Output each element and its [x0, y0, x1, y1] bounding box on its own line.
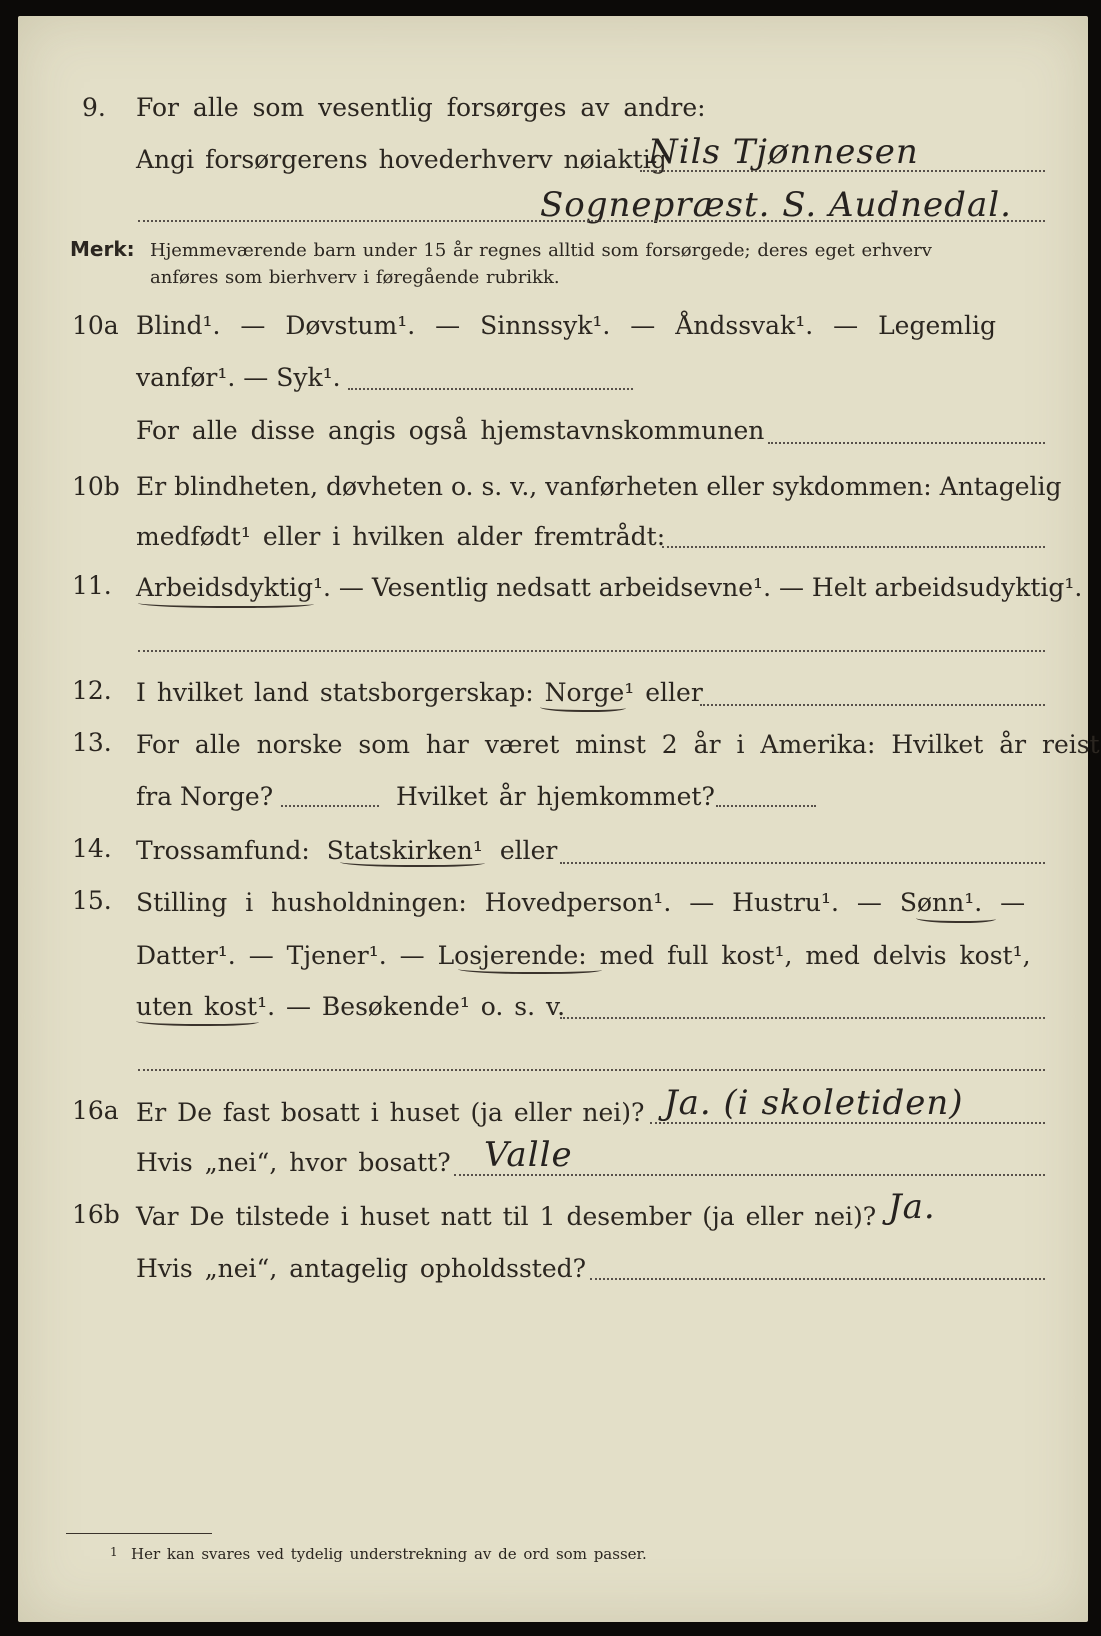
q14-dotted-line	[560, 862, 1045, 864]
q9-line2: Angi forsørgerens hovederhverv nøiaktig	[136, 145, 667, 174]
q12-norge-underline	[540, 702, 626, 712]
merk-label: Merk:	[70, 237, 135, 261]
q9-handwritten-answer1: Nils Tjønnesen	[648, 132, 919, 172]
q11-arbeidsdyktig-underline	[138, 598, 314, 608]
q15-line1: Stilling i husholdningen: Hovedperson¹. — Hustru¹. — Sønn¹. —	[136, 888, 1026, 917]
q13-number: 13.	[72, 728, 112, 757]
merk-line1: Hjemmeværende barn under 15 år regnes alltid som forsørgede; deres eget erhverv	[150, 240, 932, 261]
q9-handwritten-answer2: Sognepræst. S. Audnedal.	[540, 185, 1012, 225]
q10a-line3: For alle disse angis også hjemstavnskommunen	[136, 416, 765, 445]
q11-dotted-line	[138, 650, 1045, 652]
q12-dotted-line	[700, 704, 1045, 706]
q15-line3-dotted-line	[560, 1017, 1045, 1019]
q13-line2a: fra Norge?	[136, 782, 274, 811]
q16a-line2: Hvis „nei“, hvor bosatt?	[136, 1148, 451, 1177]
q10a-line1: Blind¹. — Døvstum¹. — Sinnssyk¹. — Åndssvak¹. — Legemlig	[136, 311, 996, 340]
q15-line2: Datter¹. — Tjener¹. — Losjerende: med full kost¹, med delvis kost¹,	[136, 941, 1031, 970]
q15-uten-kost-underline	[136, 1016, 259, 1026]
footnote-text: Her kan svares ved tydelig understrekning av de ord som passer.	[131, 1545, 647, 1563]
q15-sonn-underline	[916, 913, 996, 923]
q14-line1: Trossamfund: Statskirken¹ eller	[136, 836, 558, 865]
q10a-number: 10a	[72, 311, 119, 340]
footnote-rule	[66, 1533, 212, 1534]
q9-answer1-dotted-line	[640, 170, 1045, 172]
q9-line1: For alle som vesentlig forsørges av andre:	[136, 93, 706, 122]
q16a-handwritten-answer1: Ja. (i skoletiden)	[664, 1083, 964, 1123]
q11-number: 11.	[72, 571, 112, 600]
q11-line1: Arbeidsdyktig¹. — Vesentlig nedsatt arbeidsevne¹. — Helt arbeidsudyktig¹.	[136, 573, 1083, 602]
q16b-number: 16b	[72, 1200, 120, 1229]
q13-line2b: Hvilket år hjemkommet?	[396, 782, 715, 811]
q14-number: 14.	[72, 834, 112, 863]
q15-extra-dotted-line	[138, 1069, 1045, 1071]
merk-line2: anføres som bierhverv i føregående rubrikk.	[150, 267, 560, 288]
q16a-number: 16a	[72, 1096, 119, 1125]
q16a-line2-dotted-line	[454, 1174, 1045, 1176]
q10a-line2-dotted-line	[348, 388, 633, 390]
q10a-line2: vanfør¹. — Syk¹.	[136, 363, 341, 392]
q9-answer2-dotted-line	[138, 220, 1045, 222]
q16a-line1: Er De fast bosatt i huset (ja eller nei)?	[136, 1098, 645, 1127]
q10b-line2-dotted-line	[662, 546, 1045, 548]
q10b-number: 10b	[72, 472, 120, 501]
q10b-line1: Er blindheten, døvheten o. s. v., vanførheten eller sykdommen: Antagelig	[136, 472, 1062, 501]
q16b-line2: Hvis „nei“, antagelig opholdssted?	[136, 1254, 587, 1283]
q9-number: 9.	[82, 93, 106, 122]
q15-line3: uten kost¹. — Besøkende¹ o. s. v.	[136, 992, 566, 1021]
q16a-handwritten-answer2: Valle	[484, 1135, 573, 1175]
q15-number: 15.	[72, 886, 112, 915]
footnote-marker: 1	[110, 1545, 118, 1559]
q12-line1: I hvilket land statsborgerskap: Norge¹ eller	[136, 678, 703, 707]
q10a-line3-dotted-line	[768, 442, 1045, 444]
q16a-line1-dotted-line	[650, 1122, 1045, 1124]
q13-line2a-dotted-line	[281, 805, 379, 807]
q12-number: 12.	[72, 676, 112, 705]
q13-line1: For alle norske som har været minst 2 år i Amerika: Hvilket år reist	[136, 730, 1100, 759]
q16b-handwritten-answer1: Ja.	[888, 1187, 936, 1227]
q15-losjerende-underline	[458, 964, 602, 974]
q10b-line2: medfødt¹ eller i hvilken alder fremtrådt:	[136, 522, 666, 551]
q13-line2b-dotted-line	[716, 805, 816, 807]
q16b-line1: Var De tilstede i huset natt til 1 desember (ja eller nei)?	[136, 1202, 877, 1231]
q14-statskirken-underline	[340, 857, 485, 867]
q16b-line2-dotted-line	[590, 1278, 1045, 1280]
